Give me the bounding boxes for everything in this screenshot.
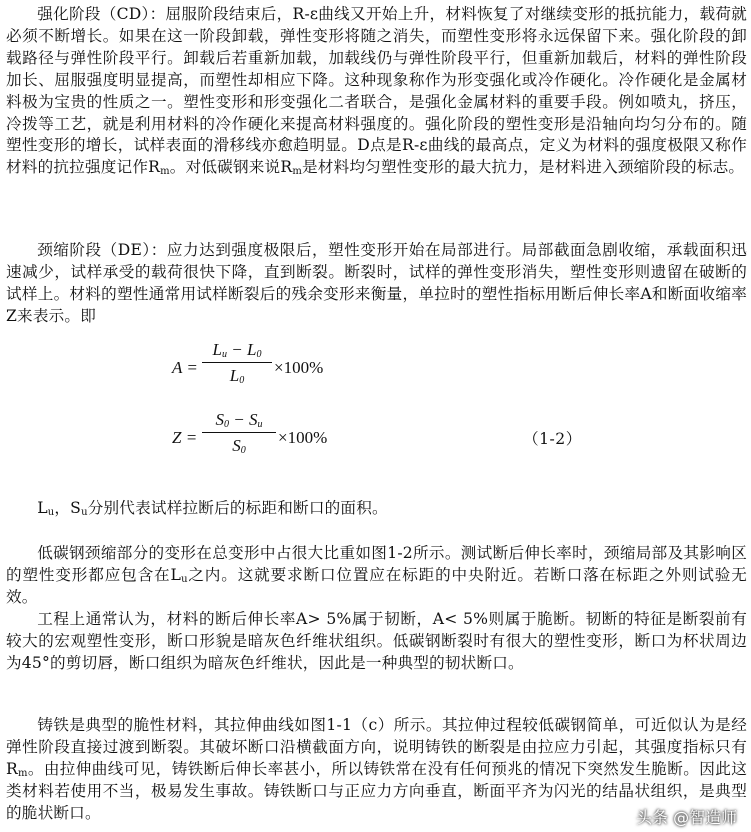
paragraph-ductile-brittle: 工程上通常认为，材料的断后伸长率A> 5%属于韧断，A< 5%则属于脆断。韧断的特征是断裂前有较大的宏观塑性变形，断口形貌是暗灰色纤维状组织。低碳钢断裂时有很大的塑性变形，断口为杯状周边为45°的剪切唇，断口组织为暗灰色纤维状，因此是一种典型的韧状断口。 [6, 609, 747, 672]
equation-reduction-rhs: ×100% [278, 428, 328, 447]
equation-elongation [172, 340, 372, 400]
equation-reduction-numerator: $S_0 - S_u$ [215, 410, 263, 430]
fraction-bar [202, 432, 276, 433]
equation-reduction-lhs: Z = [172, 428, 198, 447]
symbol-rm-2: $R_m$ [280, 158, 302, 178]
hardening-text-tail-b: 是材料均匀塑性变形的最大抗力，是材料进入颈缩阶段的标志。 [302, 158, 745, 177]
equation-reduction-of-area [172, 410, 372, 474]
paragraph-cast-iron: 铸铁是典型的脆性材料，其拉伸曲线如图1-1（c）所示。其拉伸过程较低碳钢简单，可近似认为是经弹性阶段直接过渡到断裂。其破坏断口沿横截面方向，说明铸铁的断裂是由拉应力引起，其强度指标只有$R_m$。由拉伸曲线可见，铸铁断后伸长率甚小，所以铸铁常在没有任何预兆的情况下突然发生脆断。因此这类材料若使用不当，极易发生事故。铸铁断口与正应力方向垂直，断面平齐为闪光的结晶状组织，是典型的脆状断口。 [6, 716, 747, 822]
paragraph-group-neck-and-fracture [6, 543, 747, 674]
paragraph-neck-deformation: 低碳钢颈缩部分的变形在总变形中占很大比重如图1-2所示。测试断后伸长率时，颈缩局部及其影响区的塑性变形都应包含在$L_u$之内。这就要求断口位置应在标距的中央附近。若断口落在标距之外则试验无效。 [6, 544, 747, 606]
equation-elongation-numerator: $L_u - L_0$ [212, 340, 262, 360]
equation-elongation-fraction [202, 340, 272, 386]
equation-elongation-denominator: $L_0$ [229, 366, 245, 386]
hardening-text-tail-a: 。对低碳钢来说 [169, 158, 281, 177]
symbol-rm-3: $R_m$ [6, 759, 28, 779]
paragraph-symbols-note: $L_u$，$S_u$分别代表试样拉断后的标距和断口的面积。 [37, 499, 388, 518]
fraction-bar [202, 362, 272, 363]
equation-number: （1-2） [523, 430, 582, 448]
paragraph-necking-stage: 颈缩阶段（DE）：应力达到强度极限后，塑性变形开始在局部进行。局部截面急剧收缩，承载面积迅速减少，试样承受的载荷很快下降，直到断裂。断裂时，试样的弹性变形消失，塑性变形则遗留在破断的试样上。材料的塑性通常用试样断裂后的残余变形来衡量，单拉时的塑性指标用断后伸长率A和断面收缩率Z来表示。即 [6, 241, 747, 325]
equation-elongation-rhs: ×100% [274, 358, 324, 377]
paragraph-hardening-stage [6, 4, 747, 179]
watermark: 头条 @智造师 [636, 808, 738, 827]
equation-elongation-lhs: A = [172, 358, 198, 377]
equation-reduction-denominator: $S_0$ [232, 436, 246, 456]
symbol-rm: $R_m$ [148, 158, 170, 178]
equation-reduction-fraction [202, 410, 276, 456]
hardening-text: 强化阶段（CD）：屈服阶段结束后，R-ε曲线又开始上升，材料恢复了对继续变形的抵抗能力，载荷就必须不断增长。如果在这一阶段卸载，弹性变形将随之消失，而塑性变形将永远保留下来。强化阶段的卸载路径与弹性阶段平行。卸载后若重新加载，加载线仍与弹性阶段平行，但重新加载后，材料的弹性阶段加长、屈服强度明显提高，而塑性却相应下降。这种现象称作为形变强化或冷作硬化。冷作硬化是金属材料极为宝贵的性质之一。塑性变形和形变强化二者联合，是强化金属材料的重要手段。例如喷丸，挤压，冷拨等工艺，就是利用材料的冷作硬化来提高材料强度的。强化阶段的塑性变形是沿轴向均匀分布的。随塑性变形的增长，试样表面的滑移线亦愈趋明显。D点是R-ε曲线的最高点，定义为材料的强度极限又称作材料的抗拉强度记作 [6, 5, 747, 177]
